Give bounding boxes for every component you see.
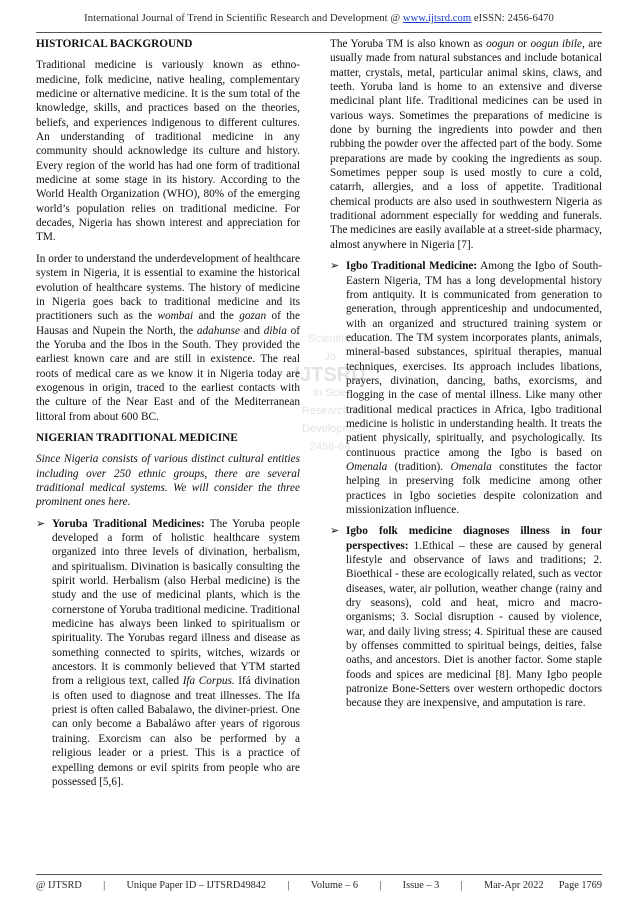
journal-url-link[interactable]: www.ijtsrd.com <box>402 13 472 24</box>
footer-divider <box>36 874 602 875</box>
bullet-title-yoruba: Yoruba Traditional Medicines: <box>52 517 205 530</box>
bullet-igbo: ➢ Igbo Traditional Medicine: Among the Igbo of South-Eastern Nigeria, TM has a long developmental history from antiquity. It is communicated from generation to generation, through apprenticeship and undocumented, with an organized and structured training system or education. The TM system incorporates plants, animals, mineral-based substances, spiritual therapies, manual techniques, exercises. Its approach includes libations, prayers, divination, dancing, baths, exorcisms, and flogging in the case of mental illness. Like many other traditional medical practices in Africa, Igbo traditional medicine is holistic in understanding health. It treats the patient physically, spiritually, and psychologically. Its continuous practice among the Igbo is based on Omenala (tradition). Omenala constitutes the factor helping in preserving folk medicine among other practices in Igbo societies despite colonization and missionization influence. <box>330 260 602 516</box>
bullet-title-igbo: Igbo Traditional Medicine: <box>346 260 478 273</box>
section-heading-historical-background: HISTORICAL BACKGROUND <box>36 38 193 50</box>
watermark: Scientific Jo IJTSRD in Scie Research a Developme 2456-64 <box>294 333 366 453</box>
page-footer: @ IJTSRD | Unique Paper ID – IJTSRD49842 | Volume – 6 | Issue – 3 | Mar-Apr 2022 Page 1769 <box>36 880 602 891</box>
footer-site: @ IJTSRD <box>36 880 82 891</box>
bullet-igbo-diagnoses: ➢ Igbo folk medicine diagnoses illness in four perspectives: 1.Ethical – these are caused by general lifestyle and observance of laws and traditions; 2. Bioethical - these are ecologically related, such as vector diseases, water, air pollution, weather change (rainy and dry seasons), cold and heat, micro and macro-organisms; 3. Social disruption - caused by violence, war, and daily living stress; 4. Spiritual these are caused by offenses committed to spiritual beings, deities, false oaths, and ancestors. Diet is another factor. Some staple foods and spices are medicinal [8]. Many Igbo people patronize Bone-Setters over western orthopedic doctors because they are inexpensive, and amputation is rare. <box>330 525 602 710</box>
paragraph-yoruba-tm: The Yoruba TM is also known as oogun or oogun ibile, are usually made from natural substances and include botanical matter, crystals, metal, particular animal skins, claws, and teeth. Yoruba land is home to an extensive and diverse medicinal plant life. Traditional medicines can be used in various ways. Sometimes the preparations of medicine is done by burning the ingredients into powder and then rubbing the powder over the affected part of the body. Some preparations are made by cooking the ingredients as soup. Sometimes pepper soup is used mostly to cure a cold, catarrh, allergies, and a loss of appetite. Traditional chemical products are also used in southwestern Nigeria as traditional adornment especially for wedding and funerals. The medicines are easily available at a street-side pharmacy, almost anywhere in Nigeria [7]. <box>330 38 603 251</box>
left-column <box>36 37 300 796</box>
arrow-bullet-icon: ➢ <box>36 517 46 530</box>
footer-paper-id: Unique Paper ID – IJTSRD49842 <box>126 880 267 891</box>
journal-title: International Journal of Trend in Scientific Research and Development @ <box>84 13 403 24</box>
journal-header <box>0 13 638 24</box>
paragraph-traditional-medicine: Traditional medicine is variously known as ethno-medicine, folk medicine, native healing, complementary medicine or alternative medicine. It is the sum total of the knowledge, skills, and practices based on the theories, beliefs, and experiences indigenous to different cultures. An understanding of traditional medicine in any community should acknowledge its culture and history. Every region of the world has had one form of traditional medicine at some stage in its history. According to the World Health Organization (WHO), 80% of the emerging world’s population relies on traditional medicine. For decades, Nigeria has shown interest and appreciation for TM. <box>36 59 300 244</box>
paragraph-intro-italic: Since Nigeria consists of various distinct cultural entities including over 250 ethnic groups, there are several traditional medical systems. We will consider the three prominent ones here. <box>36 453 300 509</box>
right-column <box>330 37 602 718</box>
journal-issn: eISSN: 2456-6470 <box>471 13 554 24</box>
paragraph-history-nigeria: In order to understand the underdevelopment of healthcare system in Nigeria, it is essential to examine the historical evolution of healthcare systems. The history of medicine in Nigeria goes back to traditional medicine and its practitioners such as the wombai and the gozan of the Hausas and Nupein the North, the adahunse and dibia of the Yoruba and the Ibos in the South. They provided the earliest known care and are still in existence. The real roots of medical care as we know it in Nigeria today are exogenous in origin, traced to the earliest contacts with the culture of the Near East and of the Mediterranean littoral from about 600 BC. <box>36 252 300 423</box>
footer-date: Mar-Apr 2022 <box>483 880 544 891</box>
header-divider <box>36 32 602 33</box>
bullet-title-igbo-diagnoses: Igbo folk medicine diagnoses illness in four perspectives: <box>346 525 602 552</box>
footer-page-number: Page 1769 <box>558 880 602 891</box>
arrow-bullet-icon: ➢ <box>330 260 340 273</box>
bullet-yoruba: ➢ Yoruba Traditional Medicines: The Yoruba people developed a form of holistic healthcare system organized into three levels of divination, herbalism, and spiritualism. Divination is basically consulting the spirit world. Herbalism (also Herbal medicine) is the study and the use of medicinal plants, which is the cornerstone of Yoruba traditional medicine. Traditional medicine has always been linked to spiritualism or spirituality. The Yorubas regard illness and disease as something connected to spirits, witches, wizards or ancestors. It is commonly believed that YTM started from a religious text, called Ifa Corpus. Ifá divination is often used to diagnose and treat illnesses. The Ifa priest is often called Babalawo, the diviner-priest. One can only become a Babaláwo after years of rigorous training. Exorcism can also be performed by a religious leader or a priest. This is a practice of expelling demons or evil spirits from people who are possessed [5,6]. <box>36 517 300 788</box>
arrow-bullet-icon: ➢ <box>330 525 340 538</box>
footer-issue: Issue – 3 <box>402 880 440 891</box>
section-heading-nigerian-tm: NIGERIAN TRADITIONAL MEDICINE <box>36 431 238 444</box>
footer-volume: Volume – 6 <box>310 880 359 891</box>
